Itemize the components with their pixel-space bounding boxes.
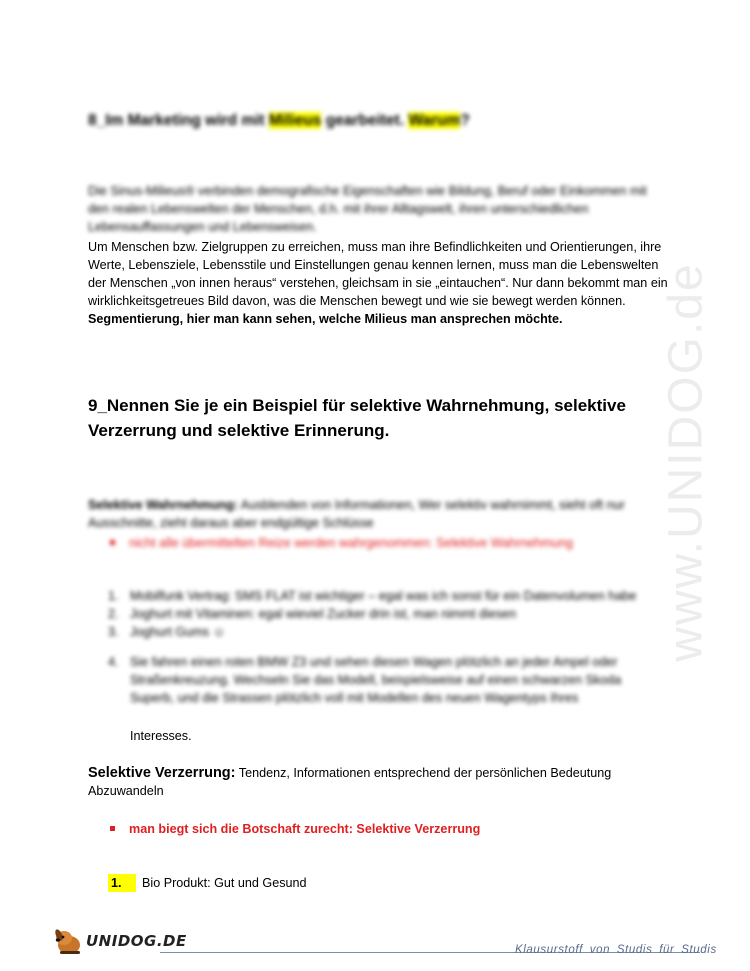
- list-number: 2.: [108, 607, 119, 621]
- selektive-verzerrung-text: Tendenz, Informationen entsprechend der persönlichen Bedeutung Abzuwandeln: [88, 766, 612, 798]
- list-number: 1.: [108, 589, 119, 603]
- bullet-square-icon: [110, 540, 115, 545]
- q8-prefix: 8_Im Marketing wird mit: [88, 112, 269, 129]
- q8-highlight-warum: Warum: [408, 112, 461, 129]
- paragraph-zielgruppen-text: Um Menschen bzw. Zielgruppen zu erreichen, muss man ihre Befindlichkeiten und Orientierungen, ihre Werte, Lebensziele, Lebensstile und Einstellungen genau kennen lernen, muss man die Lebenswelten der Menschen „von innen heraus“ verstehen, gleichsam in sie „eintauchen“. Nur dann bekommt man ein wirklichkeitsgetreues Bild davon, was die Menschen bewegt und wie sie bewegt werden können.: [88, 240, 668, 308]
- list-item: [108, 623, 668, 641]
- paragraph-zielgruppen: [88, 238, 668, 328]
- list-text: Joghurt Gums ☺: [130, 625, 226, 639]
- selektive-wahrnehmung-text: Ausblenden von Informationen, Wer selektiv wahrnimmt, sieht oft nur Ausschnitte, zieht daraus aber endgültige Schlüsse: [88, 498, 625, 530]
- list-text: Joghurt mit Vitaminen: egal wieviel Zucker drin ist, man nimmt diesen: [130, 607, 517, 621]
- list-number: 1.: [108, 874, 136, 892]
- bullet-wahrnehmung: [110, 534, 670, 552]
- question-9-heading: 9_Nennen Sie je ein Beispiel für selektive Wahrnehmung, selektive Verzerrung und selektive Erinnerung.: [88, 396, 626, 440]
- selektive-wahrnehmung-heading: Selektive Wahrnehmung:: [88, 498, 238, 512]
- list-text: Mobilfunk Vertrag: SMS FLAT ist wichtiger – egal was ich sonst für ein Datenvolumen habe: [130, 589, 637, 603]
- wahrnehmung-examples-list: [108, 587, 668, 707]
- list-item: [108, 874, 307, 892]
- selektive-verzerrung-heading: Selektive Verzerrung:: [88, 765, 236, 781]
- watermark-text: www.UNIDOG.de: [659, 262, 713, 662]
- list-number: 4.: [108, 655, 119, 669]
- bullet-wahrnehmung-text: nicht alle übermittelten Reize werden wahrgenommen: Selektive Wahrnehmung: [129, 536, 574, 550]
- dog-mascot-icon: [52, 926, 84, 956]
- list-item-4-end: Interesses.: [130, 729, 192, 743]
- list-number: 3.: [108, 625, 119, 639]
- list-text: Sie fahren einen roten BMW Z3 und sehen diesen Wagen plötzlich an jeder Ampel oder Straßenkreuzung. Wechseln Sie das Modell, beispielsweise auf einen schwarzen Skoda Superb, und die Strassen plötzlich voll mit Modellen des neuen Wagentyps Ihres: [130, 655, 622, 705]
- selektive-verzerrung-definition: [88, 764, 668, 800]
- bullet-verzerrung: [110, 820, 670, 838]
- list-text: Bio Produkt: Gut und Gesund: [142, 876, 307, 890]
- selektive-wahrnehmung-definition: [88, 496, 668, 532]
- q8-mid: gearbeitet.: [321, 112, 409, 129]
- logo-text: UNIDOG.DE: [86, 932, 187, 950]
- footer-tagline: Klausurstoff von Studis für Studis: [515, 944, 717, 956]
- list-item: [108, 605, 668, 623]
- q8-suffix: ?: [460, 112, 470, 129]
- bullet-verzerrung-text: man biegt sich die Botschaft zurecht: Selektive Verzerrung: [129, 822, 481, 836]
- question-8-heading: [88, 112, 470, 130]
- paragraph-sinus-milieus: Die Sinus-Milieus® verbinden demografische Eigenschaften wie Bildung, Beruf oder Einkommen mit den realen Lebenswelten der Menschen, d.h. mit ihrer Alltagswelt, ihren unterschiedlichen Lebensauffassungen und Lebensweisen.: [88, 184, 647, 234]
- q8-highlight-milieus: Milieus: [268, 112, 322, 129]
- bullet-square-icon: [110, 826, 115, 831]
- verzerrung-examples-list: [108, 874, 307, 892]
- list-item: [108, 653, 668, 707]
- list-item: [108, 587, 668, 605]
- paragraph-segmentierung: Segmentierung, hier man kann sehen, welche Milieus man ansprechen möchte.: [88, 312, 563, 326]
